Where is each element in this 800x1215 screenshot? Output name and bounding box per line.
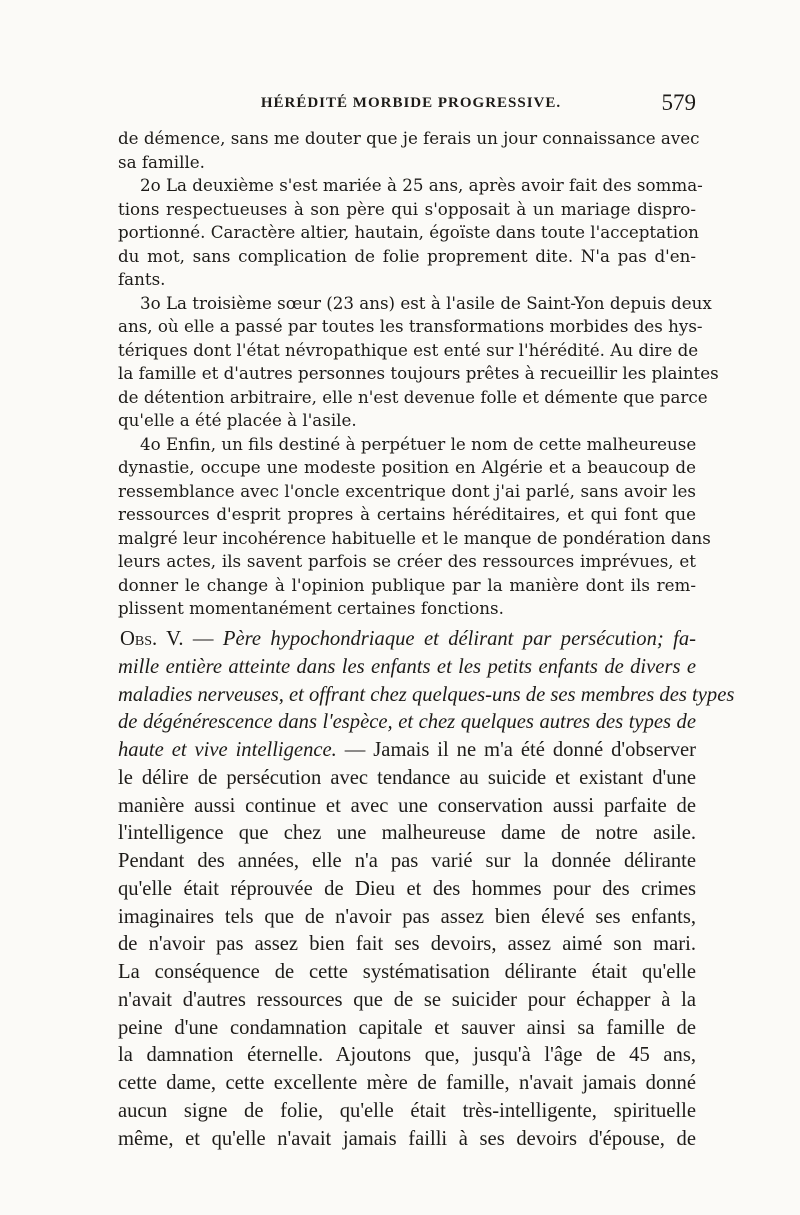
text-line: même, et qu'elle n'avait jamais failli à ses devoirs d'épouse, de <box>118 1127 696 1150</box>
text-line: n'avait d'autres ressources que de se suicider pour échapper à la <box>118 988 696 1011</box>
running-title: HÉRÉDITÉ MORBIDE PROGRESSIVE. <box>260 95 562 111</box>
obs-title-line: maladies nerveuses, et offrant chez quelques-uns de ses membres des types <box>118 683 735 706</box>
obs-title-line: de dégénérescence dans l'espèce, et chez quelques autres des types de <box>118 711 696 734</box>
text-line: manière aussi continue et avec une conservation aussi parfaite de <box>118 794 696 817</box>
paragraph-dementia <box>118 127 700 174</box>
text-line: fants. <box>118 269 166 289</box>
text-line: qu'elle était réprouvée de Dieu et des hommes pour des crimes <box>118 877 696 900</box>
obs-body-start: — Jamais il ne m'a été donné d'observer <box>336 739 696 761</box>
text-line: ressources d'esprit propres à certains héréditaires, et qui font que <box>118 504 696 524</box>
text-line <box>118 737 696 765</box>
text-line: cette dame, cette excellente mère de famille, n'avait jamais donné <box>118 1072 696 1094</box>
obs-title-end: haute et vive intelligence. <box>118 739 337 761</box>
text-line: 2o La deuxième s'est mariée à 25 ans, après avoir fait des somma- <box>140 175 703 195</box>
text-line: aucun signe de folie, qu'elle était très-intelligente, spirituelle <box>118 1099 696 1122</box>
text-line: le délire de persécution avec tendance au suicide et existant d'une <box>118 766 696 789</box>
text-line: de n'avoir pas assez bien fait ses devoirs, assez aimé son mari. <box>118 933 696 956</box>
obs-dash: — <box>183 628 223 650</box>
text-line: qu'elle a été placée à l'asile. <box>118 410 357 430</box>
text-line: du mot, sans complication de folie proprement dite. N'a pas d'en- <box>118 245 696 266</box>
page-number: 579 <box>661 90 696 115</box>
page-header <box>118 90 696 120</box>
text-line: peine d'une condamnation capitale et sauver ainsi sa famille de <box>118 1016 696 1039</box>
text-line: La conséquence de cette systématisation délirante était qu'elle <box>118 961 696 983</box>
obs-heading-line <box>118 626 696 654</box>
text-line: dynastie, occupe une modeste position en Algérie et a beaucoup de <box>118 457 696 477</box>
text-line: la famille et d'autres personnes toujours prêtes à recueillir les plaintes <box>118 363 719 383</box>
text-line: tériques dont l'état névropathique est enté sur l'hérédité. Au dire de <box>118 339 699 360</box>
text-line: Pendant des années, elle n'a pas varié sur la donnée délirante <box>118 850 696 872</box>
text-line: la damnation éternelle. Ajoutons que, jusqu'à l'âge de 45 ans, <box>118 1044 696 1067</box>
text-line: 3o La troisième sœur (23 ans) est à l'asile de Saint-Yon depuis deux <box>140 292 712 313</box>
paragraph-second-daughter <box>118 174 703 292</box>
text-line: ans, où elle a passé par toutes les transformations morbides des hys- <box>118 316 703 336</box>
text-line: malgré leur incohérence habituelle et le manque de pondération dans <box>118 527 711 548</box>
obs-title-text: Père hypochondriaque et délirant par persécution; fa- <box>222 628 697 650</box>
text-line: plissent momentanément certaines fonctions. <box>118 598 504 618</box>
obs-label: Obs. V. <box>120 628 184 650</box>
text-line: de démence, sans me douter que je ferais un jour connaissance avec <box>118 128 700 148</box>
text-line: leurs actes, ils savent parfois se créer des ressources imprévues, et <box>118 551 696 571</box>
text-line: 4o Enfin, un fils destiné à perpétuer le nom de cette malheureuse <box>140 433 697 454</box>
text-line: l'intelligence que chez une malheureuse dame de notre asile. <box>118 822 696 845</box>
paragraph-third-sister <box>118 292 719 433</box>
observation-v <box>118 626 735 1153</box>
text-line: portionné. Caractère altier, hautain, égoïste dans toute l'acceptation <box>118 222 699 242</box>
text-line: tions respectueuses à son père qui s'opposait à un mariage dispro- <box>118 198 696 219</box>
text-line: ressemblance avec l'oncle excentrique dont j'ai parlé, sans avoir les <box>118 480 696 501</box>
text-line: de détention arbitraire, elle n'est devenue folle et démente que parce <box>118 386 708 407</box>
text-line: imaginaires tels que de n'avoir pas assez bien élevé ses enfants, <box>118 905 696 928</box>
text-line: sa famille. <box>118 151 205 172</box>
obs-title-line: mille entière atteinte dans les enfants et les petits enfants de divers e <box>118 655 696 678</box>
paragraph-son <box>118 433 711 621</box>
text-line: donner le change à l'opinion publique par la manière dont ils rem- <box>118 574 696 595</box>
